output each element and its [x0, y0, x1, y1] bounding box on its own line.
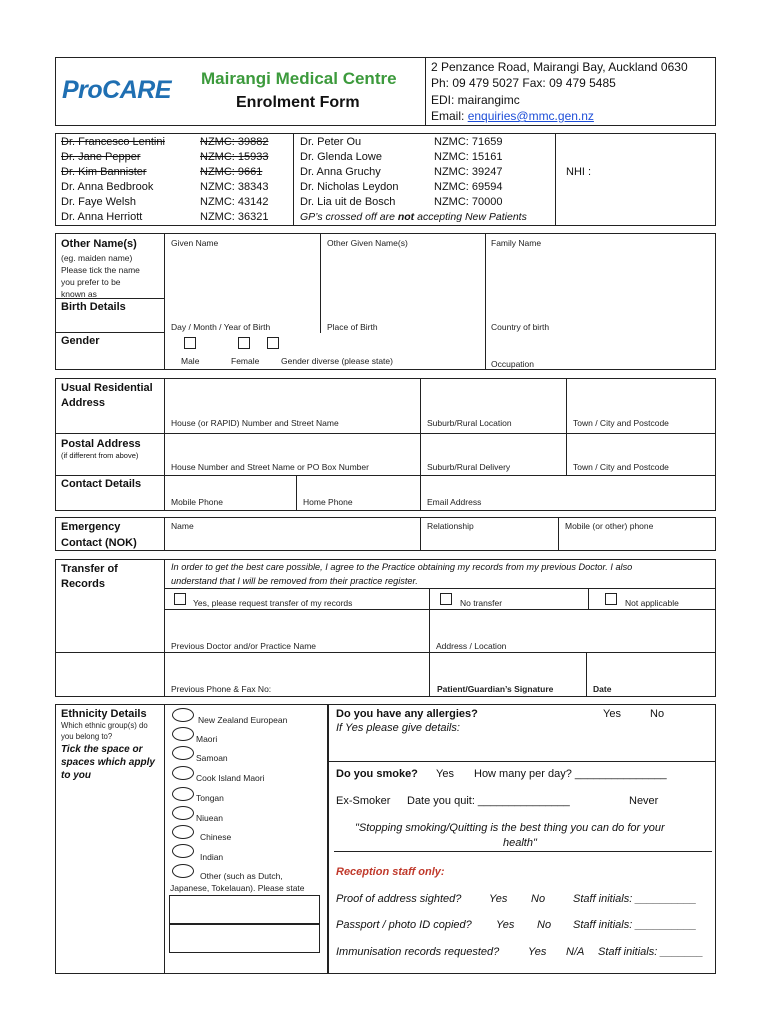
immunisation-staff-initials[interactable]: Staff initials: _______ — [598, 946, 704, 958]
tick-instruction-3: to you — [61, 770, 91, 781]
previous-phone-field[interactable]: Previous Phone & Fax No: — [171, 684, 272, 694]
other-names-note: Please tick the name — [61, 265, 140, 275]
immunisation-question: Immunisation records requested? — [336, 946, 500, 958]
home-phone-field[interactable]: Home Phone — [303, 497, 353, 507]
doctor-name: Dr. Peter Ou — [300, 136, 362, 148]
doctor-nzmc: NZMC: 39882 — [200, 136, 269, 148]
not-applicable-label: Not applicable — [625, 598, 679, 608]
doctor-nzmc: NZMC: 9661 — [200, 166, 263, 178]
other-names-note: known as — [61, 289, 97, 299]
suburb-rural-field[interactable]: Suburb/Rural Location — [427, 418, 512, 428]
other-names-note: (eg. maiden name) — [61, 253, 133, 263]
doctor-nzmc: NZMC: 70000 — [434, 196, 503, 208]
no-transfer-checkbox[interactable] — [440, 593, 452, 605]
other-ethnicity-option[interactable] — [172, 864, 194, 878]
residential-label: Usual Residential — [61, 382, 153, 394]
chinese-option[interactable] — [172, 825, 194, 839]
doctor-nzmc: NZMC: 69594 — [434, 181, 503, 193]
allergies-details[interactable]: If Yes please give details: — [336, 722, 460, 734]
email-address-field[interactable]: Email Address — [427, 497, 482, 507]
female-label: Female — [231, 356, 260, 366]
smoke-per-day[interactable]: How many per day? _______________ — [474, 768, 667, 780]
date-field[interactable]: Date — [593, 684, 612, 694]
doctor-name: Dr. Lia uit de Bosch — [300, 196, 396, 208]
nz-european-label: New Zealand European — [198, 715, 288, 725]
doctor-name: Dr. Faye Welsh — [61, 196, 136, 208]
postal-address-label: Postal Address — [61, 438, 141, 450]
transfer-consent-2: understand that I will be removed from their practice register. — [171, 576, 418, 586]
occupation-field[interactable]: Occupation — [491, 359, 534, 369]
gender-diverse-checkbox[interactable] — [267, 337, 279, 349]
proof-address-question: Proof of address sighted? — [336, 893, 462, 905]
other-names-label: Other Name(s) — [61, 238, 137, 250]
tick-instruction: Tick the space or — [61, 744, 143, 755]
passport-yes[interactable]: Yes — [496, 919, 515, 931]
proof-staff-initials[interactable]: Staff initials: __________ — [573, 893, 697, 905]
doctor-nzmc: NZMC: 15933 — [200, 151, 269, 163]
doctor-name: Dr. Jane Pepper — [61, 151, 141, 163]
female-checkbox[interactable] — [238, 337, 250, 349]
never-smoked-option[interactable]: Never — [629, 795, 659, 807]
procare-logo: ProCARE — [62, 76, 172, 104]
ethnicity-note: Which ethnic group(s) do — [61, 721, 148, 730]
crossed-note-c: accepting New Patients — [414, 211, 527, 223]
gender-diverse-label: Gender diverse (please state) — [281, 356, 393, 366]
other-given-name-field[interactable]: Other Given Name(s) — [327, 238, 408, 248]
practice-email — [431, 109, 594, 123]
no-transfer-label: No transfer — [460, 598, 503, 608]
not-applicable-checkbox[interactable] — [605, 593, 617, 605]
passport-no[interactable]: No — [537, 919, 552, 931]
doctor-nzmc: NZMC: 36321 — [200, 211, 269, 223]
allergies-yes[interactable]: Yes — [603, 708, 621, 720]
crossed-off-note — [300, 211, 527, 223]
doctor-name: Dr. Anna Herriott — [61, 211, 143, 223]
address-location-field[interactable]: Address / Location — [436, 641, 507, 651]
town-city-postal-field[interactable]: Town / City and Postcode — [573, 462, 669, 472]
family-name-field[interactable]: Family Name — [491, 238, 542, 248]
quit-quote-2: health" — [503, 837, 537, 849]
other-ethnicity-input-2[interactable] — [169, 924, 320, 953]
practice-phone: Ph: 09 479 5027 Fax: 09 479 5485 — [431, 76, 616, 90]
samoan-label: Samoan — [196, 753, 228, 763]
postal-note: (if different from above) — [61, 451, 139, 460]
indian-label: Indian — [200, 852, 224, 862]
cook-island-label: Cook Island Maori — [196, 773, 265, 783]
practice-name: Mairangi Medical Centre — [201, 69, 397, 88]
smoke-question: Do you smoke? — [336, 768, 418, 780]
emergency-label-2: Contact (NOK) — [61, 537, 137, 549]
gender-label: Gender — [61, 335, 100, 347]
doctor-name: Dr. Glenda Lowe — [300, 151, 382, 163]
transfer-label-2: Records — [61, 578, 106, 590]
passport-staff-initials[interactable]: Staff initials: __________ — [573, 919, 697, 931]
doctor-nzmc: NZMC: 15161 — [434, 151, 503, 163]
practice-edi: EDI: mairangimc — [431, 93, 520, 107]
ethnicity-note-2: you belong to? — [61, 732, 113, 741]
samoan-option[interactable] — [172, 746, 194, 760]
ex-smoker-option[interactable]: Ex-Smoker — [336, 795, 391, 807]
signature-field[interactable]: Patient/Guardian’s Signature — [437, 684, 554, 694]
given-name-field[interactable]: Given Name — [171, 238, 219, 248]
mobile-phone-field[interactable]: Mobile Phone — [171, 497, 223, 507]
suburb-delivery-field[interactable]: Suburb/Rural Delivery — [427, 462, 511, 472]
tick-instruction-2: spaces which apply — [61, 757, 155, 768]
house-rapid-field[interactable]: House (or RAPID) Number and Street Name — [171, 418, 339, 428]
cook-island-option[interactable] — [172, 766, 194, 780]
town-city-field[interactable]: Town / City and Postcode — [573, 418, 669, 428]
nok-relationship-field[interactable]: Relationship — [427, 521, 474, 531]
doctor-nzmc: NZMC: 43142 — [200, 196, 269, 208]
chinese-label: Chinese — [200, 832, 232, 842]
transfer-consent: In order to get the best care possible, I agree to the Practice obtaining my records from my previous Doctor. I also — [171, 562, 633, 572]
nhi-label[interactable]: NHI : — [566, 166, 592, 178]
tongan-label: Tongan — [196, 793, 224, 803]
country-of-birth-field[interactable]: Country of birth — [491, 322, 550, 332]
email-link[interactable]: enquiries@mmc.gen.nz — [467, 109, 594, 123]
date-quit-field[interactable]: Date you quit: _______________ — [407, 795, 570, 807]
ethnicity-label: Ethnicity Details — [61, 708, 147, 720]
nok-name-field[interactable]: Name — [171, 521, 194, 531]
contact-details-label: Contact Details — [61, 478, 142, 490]
immunisation-na[interactable]: N/A — [566, 946, 585, 958]
house-po-field[interactable]: House Number and Street Name or PO Box Number — [171, 462, 369, 472]
emergency-label: Emergency — [61, 521, 121, 533]
indian-option[interactable] — [172, 844, 194, 858]
form-title: Enrolment Form — [236, 94, 360, 111]
doctor-name: Dr. Francesco Lentini — [61, 136, 165, 148]
residential-label-2: Address — [61, 397, 106, 409]
doctor-name: Dr. Anna Bedbrook — [61, 181, 154, 193]
other-ethnicity-input-1[interactable] — [169, 895, 320, 924]
doctor-name: Dr. Nicholas Leydon — [300, 181, 399, 193]
email-label: Email: — [431, 109, 468, 123]
place-of-birth-field[interactable]: Place of Birth — [327, 322, 378, 332]
quit-quote: "Stopping smoking/Quitting is the best thing you can do for your — [355, 822, 665, 834]
maori-option[interactable] — [172, 727, 194, 741]
niuean-label: Niuean — [196, 813, 223, 823]
tongan-option[interactable] — [172, 787, 194, 801]
smoke-yes[interactable]: Yes — [436, 768, 454, 780]
niuean-option[interactable] — [172, 806, 194, 820]
doctor-name: Dr. Anna Gruchy — [300, 166, 381, 178]
transfer-yes-checkbox[interactable] — [174, 593, 186, 605]
other-ethnicity-label: Other (such as Dutch, — [200, 871, 283, 881]
dob-field[interactable]: Day / Month / Year of Birth — [171, 322, 271, 332]
nok-mobile-field[interactable]: Mobile (or other) phone — [565, 521, 654, 531]
allergies-question: Do you have any allergies? — [336, 708, 478, 720]
doctor-nzmc: NZMC: 71659 — [434, 136, 503, 148]
other-ethnicity-label-2: Japanese, Tokelauan). Please state — [170, 883, 305, 893]
immunisation-yes[interactable]: Yes — [528, 946, 547, 958]
nz-european-option[interactable] — [172, 708, 194, 722]
transfer-label: Transfer of — [61, 563, 118, 575]
address-box — [55, 378, 716, 511]
passport-question: Passport / photo ID copied? — [336, 919, 472, 931]
crossed-note-a: GP’s crossed off are — [300, 211, 398, 223]
previous-doctor-field[interactable]: Previous Doctor and/or Practice Name — [171, 641, 317, 651]
male-checkbox[interactable] — [184, 337, 196, 349]
doctor-name: Dr. Kim Bannister — [61, 166, 147, 178]
doctor-nzmc: NZMC: 38343 — [200, 181, 269, 193]
crossed-note-b: not — [397, 211, 415, 223]
other-names-note: you prefer to be — [61, 277, 121, 287]
allergies-no[interactable]: No — [650, 708, 665, 720]
personal-box — [55, 233, 716, 370]
birth-details-label: Birth Details — [61, 301, 126, 313]
reception-title: Reception staff only: — [336, 866, 445, 878]
male-label: Male — [181, 356, 200, 366]
practice-address: 2 Penzance Road, Mairangi Bay, Auckland 0630 — [431, 60, 688, 74]
proof-no[interactable]: No — [531, 893, 546, 905]
maori-label: Maori — [196, 734, 218, 744]
proof-yes[interactable]: Yes — [489, 893, 508, 905]
transfer-yes-label: Yes, please request transfer of my records — [193, 598, 353, 608]
doctor-nzmc: NZMC: 39247 — [434, 166, 503, 178]
